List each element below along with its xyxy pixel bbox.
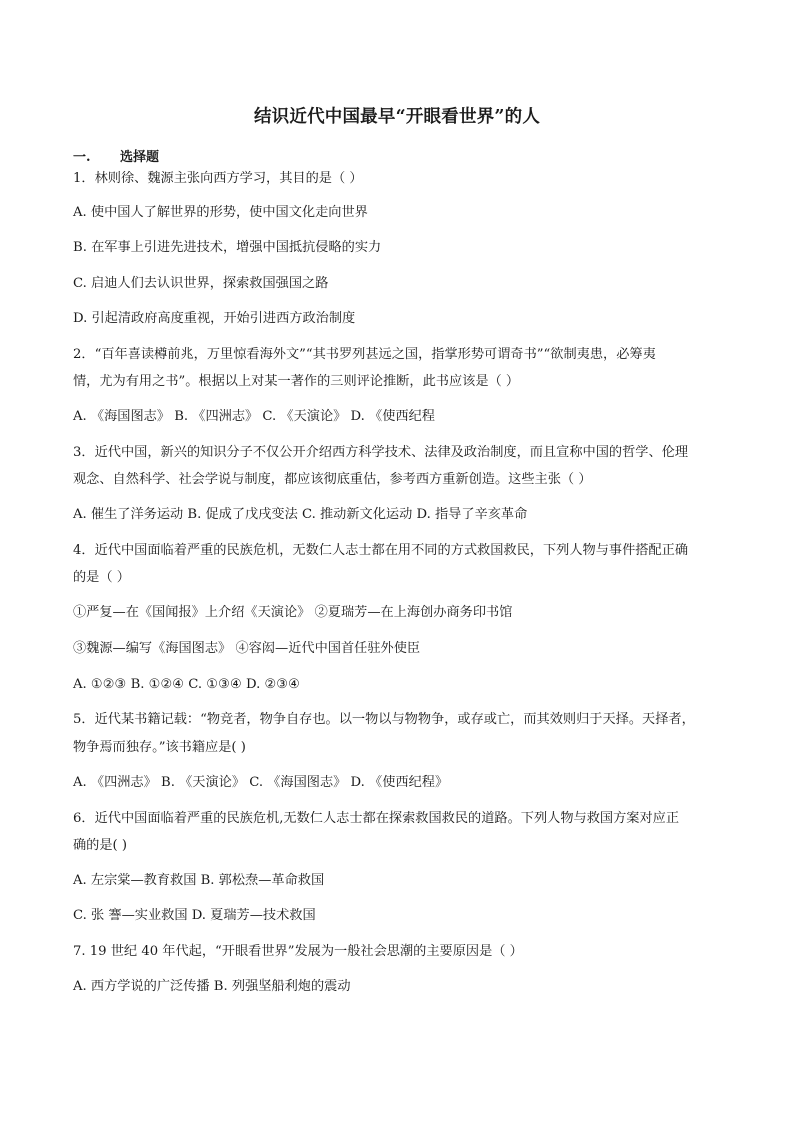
section-number: 一.	[73, 150, 91, 165]
question-4-options: A. ①②③ B. ①②④ C. ①③④ D. ②③④	[73, 677, 300, 692]
question-4-stem-line-2: 的是（ ）	[73, 570, 130, 585]
question-5-stem-line-1: 5．近代某书籍记载：“物竞者，物争自存也。以一物以与物物争，或存或亡，而其效则归于天择。天择者，	[73, 712, 695, 727]
question-1-option-b: B. 在军事上引进先进技术，增强中国抵抗侵略的实力	[73, 240, 382, 255]
page-title: 结识近代中国最早“开眼看世界”的人	[253, 107, 541, 127]
question-6-stem-line-1: 6．近代中国面临着严重的民族危机,无数仁人志士都在探索救国救民的道路。下列人物与救国方案对应正	[73, 811, 680, 826]
question-4-items-line-1: ①严复—在《国闻报》上介绍《天演论》 ②夏瑞芳—在上海创办商务印书馆	[73, 605, 513, 620]
question-1-stem: 1．林则徐、魏源主张向西方学习，其目的是（ ）	[73, 171, 363, 186]
question-5-stem-line-2: 物争焉而独存。”该书籍应是( )	[73, 740, 246, 755]
question-7-stem: 7. 19 世纪 40 年代起，“开眼看世界”发展为一般社会思潮的主要原因是（ ）	[73, 944, 523, 959]
question-3-stem-line-1: 3．近代中国，新兴的知识分子不仅公开介绍西方科学技术、法律及政治制度，而且宣称中国的哲学、伦理	[73, 445, 689, 460]
question-2-stem-line-2: 情，尤为有用之书”。根据以上对某一著作的三则评论推断，此书应该是（ ）	[73, 374, 520, 389]
question-5-options: A. 《四洲志》 B. 《天演论》 C. 《海国图志》 D. 《使西纪程》	[73, 775, 449, 790]
question-6-options-line-2: C. 张 謇—实业救国 D. 夏瑞芳—技术救国	[73, 908, 316, 923]
question-6-options-line-1: A. 左宗棠—教育救国 B. 郭松焘—革命救国	[73, 873, 325, 888]
question-1-option-c: C. 启迪人们去认识世界，探索救国强国之路	[73, 276, 329, 291]
section-heading	[73, 146, 159, 165]
question-1-option-a: A. 使中国人了解世界的形势，使中国文化走向世界	[73, 205, 368, 220]
question-6-stem-line-2: 确的是( )	[73, 838, 128, 853]
question-1-option-d: D. 引起清政府高度重视，开始引进西方政治制度	[73, 311, 356, 326]
question-3-stem-line-2: 观念、自然科学、社会学说与制度，都应该彻底重估，参考西方重新创造。这些主张（ ）	[73, 472, 592, 487]
question-2-stem-line-1: 2．“百年喜读樽前兆，万里惊看海外文”“其书罗列甚远之国，指掌形势可谓奇书”“欲制夷患，必筹夷	[73, 347, 656, 362]
question-4-items-line-2: ③魏源—编写《海国图志》 ④容闳—近代中国首任驻外使臣	[73, 641, 421, 656]
section-label: 选择题	[120, 150, 160, 165]
question-7-options: A. 西方学说的广泛传播 B. 列强坚船利炮的震动	[73, 979, 351, 994]
question-4-stem-line-1: 4．近代中国面临着严重的民族危机，无数仁人志士都在用不同的方式救国救民，下列人物与事件搭配正确	[73, 543, 689, 558]
question-3-options: A. 催生了洋务运动 B. 促成了戊戌变法 C. 推动新文化运动 D. 指导了辛亥革命	[73, 507, 528, 522]
question-2-options: A. 《海国图志》 B. 《四洲志》 C. 《天演论》 D. 《使西纪程	[73, 409, 435, 424]
